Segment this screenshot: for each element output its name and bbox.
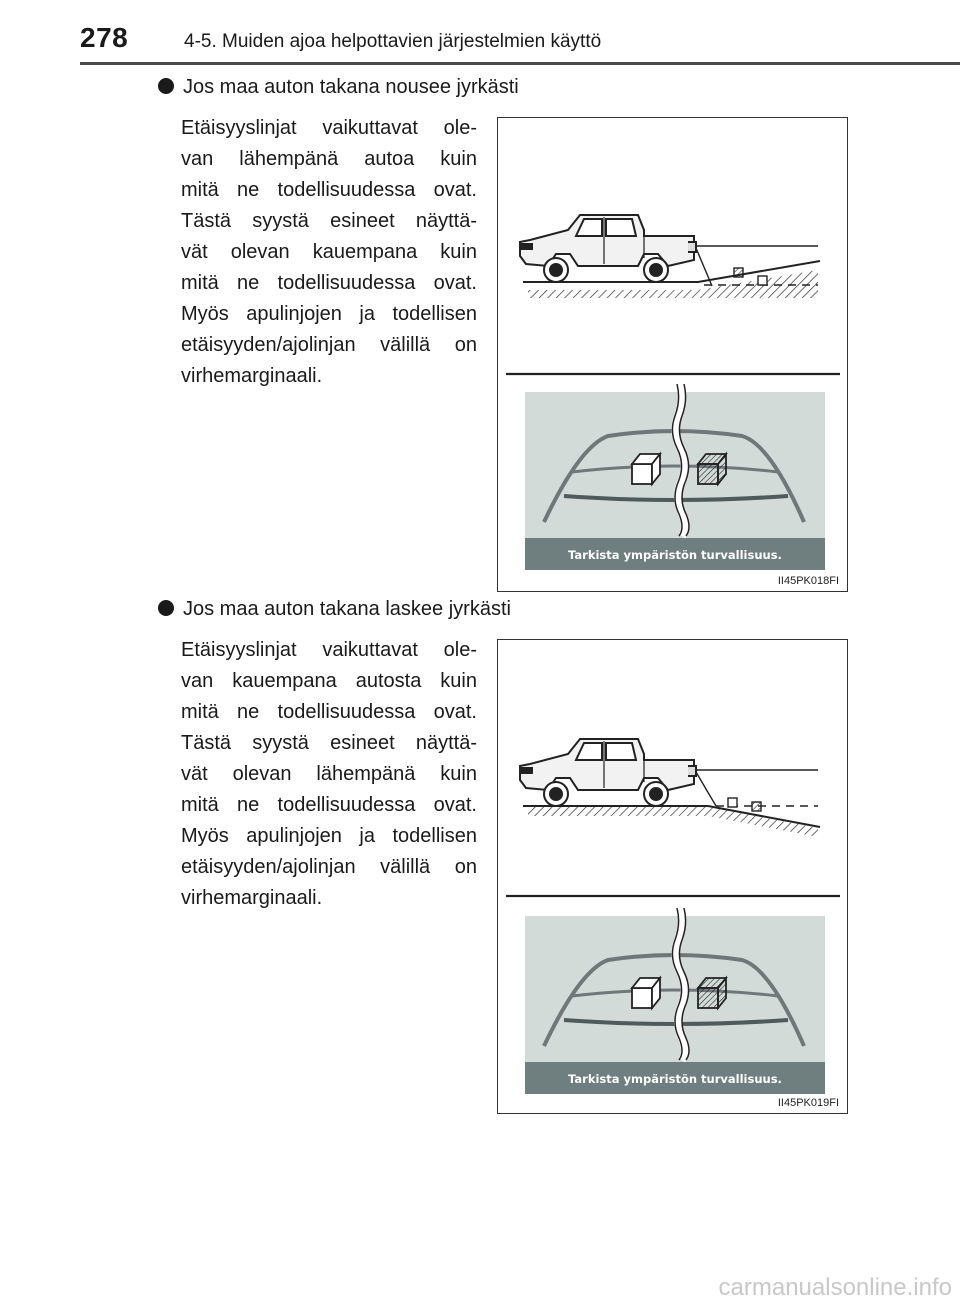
paragraph-downhill	[181, 635, 477, 914]
camera-screen	[525, 384, 825, 570]
watermark: carmanualsonline.info	[718, 1274, 952, 1301]
heading-text: Jos maa auton takana nousee jyrkästi	[183, 76, 519, 98]
figure-code: II45PK018FI	[777, 575, 839, 587]
side-view	[520, 739, 820, 850]
object-cube-hatched	[698, 454, 726, 484]
object-cube-hatched	[698, 978, 726, 1008]
page-number: 278	[80, 22, 129, 53]
screen-message: Tarkista ympäristön turvallisuus.	[568, 1072, 782, 1086]
text-line: Myös apulinjojen ja todellisen	[181, 825, 477, 847]
heading-text: Jos maa auton takana laskee jyrkästi	[183, 598, 511, 620]
text-line: vät olevan lähempänä kuin	[181, 763, 477, 785]
object-actual	[758, 276, 767, 285]
text-line: Myös apulinjojen ja todellisen	[181, 303, 477, 325]
bullet-heading-downhill	[158, 598, 511, 621]
camera-screen	[525, 908, 825, 1094]
figure-downhill	[497, 639, 848, 1114]
screen-message: Tarkista ympäristön turvallisuus.	[568, 548, 782, 562]
object-actual	[752, 802, 761, 811]
section-title: 4-5. Muiden ajoa helpottavien järjestelmien käyttö	[184, 31, 602, 52]
paragraph-uphill	[181, 113, 477, 392]
figure-code: II45PK019FI	[777, 1097, 839, 1109]
figure-uphill	[497, 117, 848, 592]
text-line: vät olevan kauempana kuin	[181, 241, 477, 263]
text-line: mitä ne todellisuudessa ovat.	[181, 701, 477, 723]
illustration-downhill	[498, 640, 846, 1112]
text-line: Tästä syystä esineet näyttä-	[181, 732, 477, 754]
text-line: Etäisyyslinjat vaikuttavat ole-	[181, 117, 477, 139]
text-line: Tästä syystä esineet näyttä-	[181, 210, 477, 232]
object-cube-plain	[632, 978, 660, 1008]
text-line: virhemarginaali.	[181, 887, 323, 909]
header-divider	[80, 62, 960, 65]
pickup-truck-icon	[520, 739, 696, 806]
text-line: etäisyyden/ajolinjan välillä on	[181, 856, 477, 878]
text-line: van kauempana autosta kuin	[181, 670, 477, 692]
bullet-heading-uphill	[158, 76, 519, 99]
text-line: mitä ne todellisuudessa ovat.	[181, 272, 477, 294]
pickup-truck-icon	[520, 215, 696, 282]
text-line: Etäisyyslinjat vaikuttavat ole-	[181, 639, 477, 661]
bullet-icon	[158, 78, 174, 94]
object-apparent	[728, 798, 737, 807]
text-line: etäisyyden/ajolinjan välillä on	[181, 334, 477, 356]
text-line: mitä ne todellisuudessa ovat.	[181, 794, 477, 816]
illustration-uphill	[498, 118, 846, 590]
view-line-lower	[696, 772, 716, 806]
object-apparent	[734, 268, 743, 277]
object-cube-plain	[632, 454, 660, 484]
text-line: mitä ne todellisuudessa ovat.	[181, 179, 477, 201]
text-line: virhemarginaali.	[181, 365, 323, 387]
bullet-icon	[158, 600, 174, 616]
side-view	[520, 215, 820, 298]
text-line: van lähempänä autoa kuin	[181, 148, 477, 170]
